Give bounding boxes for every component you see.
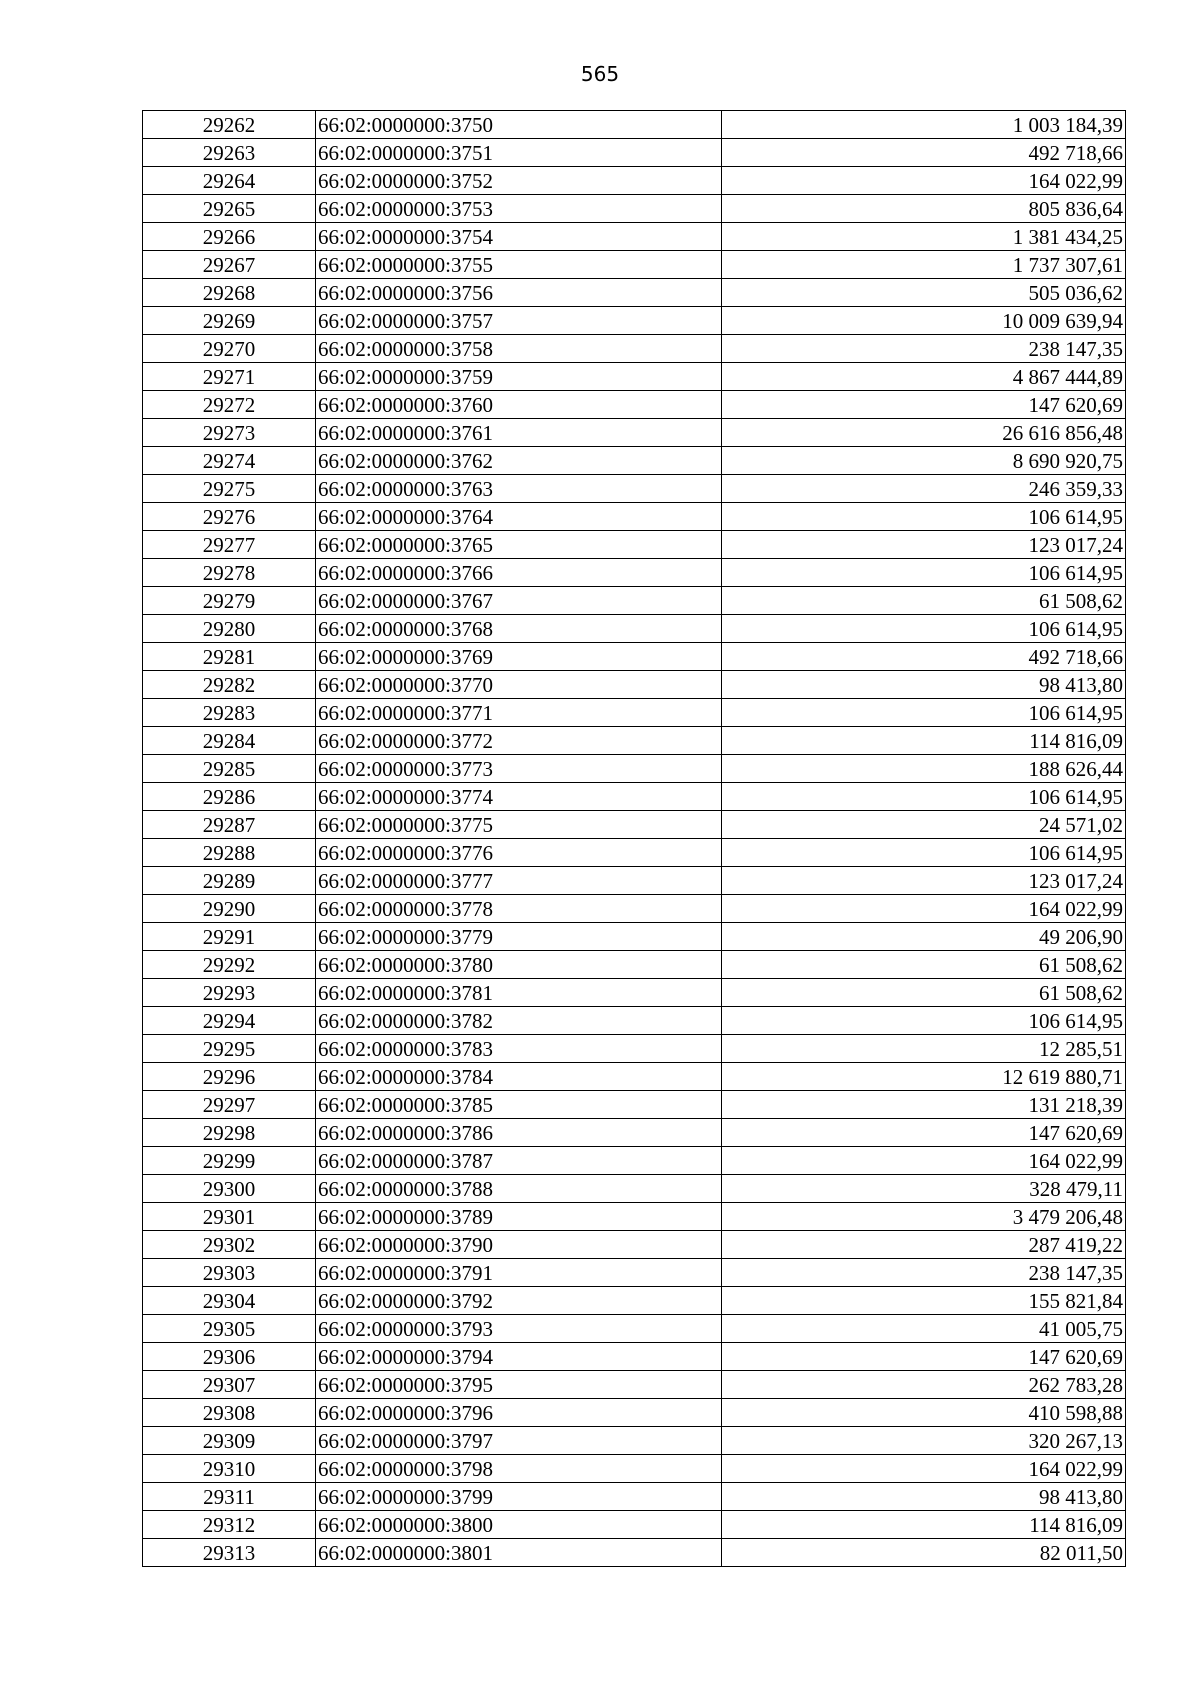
- cadastral-number-cell: 66:02:0000000:3761: [316, 419, 722, 447]
- cadastral-number-cell: 66:02:0000000:3793: [316, 1315, 722, 1343]
- cadastral-number-cell: 66:02:0000000:3779: [316, 923, 722, 951]
- table-row: [143, 867, 1126, 895]
- cadastral-value-cell: 12 285,51: [722, 1035, 1126, 1063]
- cadastral-value-cell: 164 022,99: [722, 1147, 1126, 1175]
- row-number-cell: 29294: [143, 1007, 316, 1035]
- cadastral-number-cell: 66:02:0000000:3750: [316, 111, 722, 139]
- table-row: [143, 1455, 1126, 1483]
- cadastral-value-cell: 106 614,95: [722, 783, 1126, 811]
- cadastral-number-cell: 66:02:0000000:3770: [316, 671, 722, 699]
- cadastral-number-cell: 66:02:0000000:3763: [316, 475, 722, 503]
- row-number-cell: 29304: [143, 1287, 316, 1315]
- row-number-cell: 29271: [143, 363, 316, 391]
- cadastral-number-cell: 66:02:0000000:3769: [316, 643, 722, 671]
- cadastral-value-cell: 3 479 206,48: [722, 1203, 1126, 1231]
- table-row: [143, 587, 1126, 615]
- row-number-cell: 29282: [143, 671, 316, 699]
- cadastral-value-cell: 114 816,09: [722, 727, 1126, 755]
- cadastral-number-cell: 66:02:0000000:3785: [316, 1091, 722, 1119]
- cadastral-number-cell: 66:02:0000000:3784: [316, 1063, 722, 1091]
- table-row: [143, 1315, 1126, 1343]
- cadastral-number-cell: 66:02:0000000:3775: [316, 811, 722, 839]
- table-row: [143, 1371, 1126, 1399]
- cadastral-value-cell: 61 508,62: [722, 587, 1126, 615]
- row-number-cell: 29292: [143, 951, 316, 979]
- cadastral-number-cell: 66:02:0000000:3799: [316, 1483, 722, 1511]
- table-row: [143, 1119, 1126, 1147]
- row-number-cell: 29299: [143, 1147, 316, 1175]
- cadastral-value-cell: 805 836,64: [722, 195, 1126, 223]
- table-row: [143, 139, 1126, 167]
- table-row: [143, 251, 1126, 279]
- row-number-cell: 29295: [143, 1035, 316, 1063]
- cadastral-number-cell: 66:02:0000000:3787: [316, 1147, 722, 1175]
- table-body: [143, 111, 1126, 1567]
- cadastral-value-cell: 12 619 880,71: [722, 1063, 1126, 1091]
- table-row: [143, 1231, 1126, 1259]
- cadastral-number-cell: 66:02:0000000:3783: [316, 1035, 722, 1063]
- cadastral-number-cell: 66:02:0000000:3801: [316, 1539, 722, 1567]
- cadastral-number-cell: 66:02:0000000:3752: [316, 167, 722, 195]
- cadastral-value-cell: 1 737 307,61: [722, 251, 1126, 279]
- row-number-cell: 29300: [143, 1175, 316, 1203]
- cadastral-value-cell: 147 620,69: [722, 1343, 1126, 1371]
- cadastral-number-cell: 66:02:0000000:3768: [316, 615, 722, 643]
- table-row: [143, 699, 1126, 727]
- cadastral-number-cell: 66:02:0000000:3776: [316, 839, 722, 867]
- cadastral-number-cell: 66:02:0000000:3765: [316, 531, 722, 559]
- cadastral-number-cell: 66:02:0000000:3757: [316, 307, 722, 335]
- table-row: [143, 1259, 1126, 1287]
- cadastral-value-cell: 10 009 639,94: [722, 307, 1126, 335]
- row-number-cell: 29310: [143, 1455, 316, 1483]
- row-number-cell: 29306: [143, 1343, 316, 1371]
- row-number-cell: 29291: [143, 923, 316, 951]
- row-number-cell: 29305: [143, 1315, 316, 1343]
- table-row: [143, 1483, 1126, 1511]
- table-row: [143, 503, 1126, 531]
- row-number-cell: 29262: [143, 111, 316, 139]
- cadastral-value-cell: 1 003 184,39: [722, 111, 1126, 139]
- row-number-cell: 29266: [143, 223, 316, 251]
- row-number-cell: 29301: [143, 1203, 316, 1231]
- table-row: [143, 559, 1126, 587]
- cadastral-value-table: [142, 110, 1126, 1567]
- cadastral-value-cell: 246 359,33: [722, 475, 1126, 503]
- row-number-cell: 29297: [143, 1091, 316, 1119]
- table-container: [142, 110, 1125, 1567]
- cadastral-number-cell: 66:02:0000000:3791: [316, 1259, 722, 1287]
- table-row: [143, 307, 1126, 335]
- cadastral-value-cell: 164 022,99: [722, 1455, 1126, 1483]
- cadastral-value-cell: 287 419,22: [722, 1231, 1126, 1259]
- cadastral-value-cell: 164 022,99: [722, 167, 1126, 195]
- cadastral-value-cell: 131 218,39: [722, 1091, 1126, 1119]
- cadastral-value-cell: 155 821,84: [722, 1287, 1126, 1315]
- row-number-cell: 29273: [143, 419, 316, 447]
- table-row: [143, 1147, 1126, 1175]
- cadastral-number-cell: 66:02:0000000:3773: [316, 755, 722, 783]
- table-row: [143, 447, 1126, 475]
- table-row: [143, 615, 1126, 643]
- cadastral-value-cell: 106 614,95: [722, 559, 1126, 587]
- row-number-cell: 29264: [143, 167, 316, 195]
- table-row: [143, 727, 1126, 755]
- table-row: [143, 1343, 1126, 1371]
- cadastral-number-cell: 66:02:0000000:3777: [316, 867, 722, 895]
- table-row: [143, 1427, 1126, 1455]
- table-row: [143, 1287, 1126, 1315]
- table-row: [143, 167, 1126, 195]
- cadastral-value-cell: 262 783,28: [722, 1371, 1126, 1399]
- cadastral-value-cell: 61 508,62: [722, 979, 1126, 1007]
- row-number-cell: 29312: [143, 1511, 316, 1539]
- cadastral-value-cell: 24 571,02: [722, 811, 1126, 839]
- row-number-cell: 29269: [143, 307, 316, 335]
- cadastral-value-cell: 123 017,24: [722, 531, 1126, 559]
- row-number-cell: 29272: [143, 391, 316, 419]
- table-row: [143, 895, 1126, 923]
- table-row: [143, 363, 1126, 391]
- table-row: [143, 1511, 1126, 1539]
- cadastral-value-cell: 123 017,24: [722, 867, 1126, 895]
- cadastral-value-cell: 106 614,95: [722, 615, 1126, 643]
- cadastral-value-cell: 492 718,66: [722, 139, 1126, 167]
- cadastral-value-cell: 147 620,69: [722, 391, 1126, 419]
- cadastral-value-cell: 188 626,44: [722, 755, 1126, 783]
- cadastral-value-cell: 8 690 920,75: [722, 447, 1126, 475]
- row-number-cell: 29268: [143, 279, 316, 307]
- cadastral-value-cell: 238 147,35: [722, 335, 1126, 363]
- table-row: [143, 1035, 1126, 1063]
- cadastral-number-cell: 66:02:0000000:3751: [316, 139, 722, 167]
- cadastral-number-cell: 66:02:0000000:3755: [316, 251, 722, 279]
- row-number-cell: 29276: [143, 503, 316, 531]
- row-number-cell: 29311: [143, 1483, 316, 1511]
- page-number: 565: [580, 62, 620, 86]
- row-number-cell: 29274: [143, 447, 316, 475]
- cadastral-number-cell: 66:02:0000000:3780: [316, 951, 722, 979]
- row-number-cell: 29296: [143, 1063, 316, 1091]
- table-row: [143, 783, 1126, 811]
- cadastral-number-cell: 66:02:0000000:3800: [316, 1511, 722, 1539]
- table-row: [143, 1091, 1126, 1119]
- cadastral-number-cell: 66:02:0000000:3759: [316, 363, 722, 391]
- row-number-cell: 29284: [143, 727, 316, 755]
- table-row: [143, 531, 1126, 559]
- row-number-cell: 29307: [143, 1371, 316, 1399]
- row-number-cell: 29308: [143, 1399, 316, 1427]
- cadastral-number-cell: 66:02:0000000:3788: [316, 1175, 722, 1203]
- row-number-cell: 29267: [143, 251, 316, 279]
- row-number-cell: 29293: [143, 979, 316, 1007]
- table-row: [143, 979, 1126, 1007]
- table-row: [143, 223, 1126, 251]
- table-row: [143, 1063, 1126, 1091]
- row-number-cell: 29298: [143, 1119, 316, 1147]
- row-number-cell: 29287: [143, 811, 316, 839]
- cadastral-value-cell: 98 413,80: [722, 1483, 1126, 1511]
- cadastral-value-cell: 4 867 444,89: [722, 363, 1126, 391]
- cadastral-number-cell: 66:02:0000000:3764: [316, 503, 722, 531]
- row-number-cell: 29278: [143, 559, 316, 587]
- table-row: [143, 811, 1126, 839]
- row-number-cell: 29263: [143, 139, 316, 167]
- cadastral-value-cell: 238 147,35: [722, 1259, 1126, 1287]
- table-row: [143, 1203, 1126, 1231]
- row-number-cell: 29309: [143, 1427, 316, 1455]
- table-row: [143, 755, 1126, 783]
- cadastral-value-cell: 320 267,13: [722, 1427, 1126, 1455]
- cadastral-number-cell: 66:02:0000000:3781: [316, 979, 722, 1007]
- cadastral-number-cell: 66:02:0000000:3792: [316, 1287, 722, 1315]
- cadastral-number-cell: 66:02:0000000:3754: [316, 223, 722, 251]
- cadastral-value-cell: 106 614,95: [722, 503, 1126, 531]
- table-row: [143, 419, 1126, 447]
- cadastral-number-cell: 66:02:0000000:3760: [316, 391, 722, 419]
- cadastral-number-cell: 66:02:0000000:3786: [316, 1119, 722, 1147]
- table-row: [143, 1539, 1126, 1567]
- cadastral-value-cell: 114 816,09: [722, 1511, 1126, 1539]
- table-row: [143, 951, 1126, 979]
- cadastral-number-cell: 66:02:0000000:3795: [316, 1371, 722, 1399]
- table-row: [143, 335, 1126, 363]
- row-number-cell: 29275: [143, 475, 316, 503]
- cadastral-number-cell: 66:02:0000000:3782: [316, 1007, 722, 1035]
- row-number-cell: 29289: [143, 867, 316, 895]
- row-number-cell: 29265: [143, 195, 316, 223]
- table-row: [143, 111, 1126, 139]
- cadastral-number-cell: 66:02:0000000:3756: [316, 279, 722, 307]
- cadastral-value-cell: 410 598,88: [722, 1399, 1126, 1427]
- row-number-cell: 29303: [143, 1259, 316, 1287]
- table-row: [143, 195, 1126, 223]
- table-row: [143, 1007, 1126, 1035]
- cadastral-value-cell: 106 614,95: [722, 1007, 1126, 1035]
- table-row: [143, 1175, 1126, 1203]
- cadastral-number-cell: 66:02:0000000:3772: [316, 727, 722, 755]
- row-number-cell: 29288: [143, 839, 316, 867]
- table-row: [143, 671, 1126, 699]
- row-number-cell: 29290: [143, 895, 316, 923]
- row-number-cell: 29285: [143, 755, 316, 783]
- table-row: [143, 643, 1126, 671]
- table-row: [143, 475, 1126, 503]
- row-number-cell: 29283: [143, 699, 316, 727]
- cadastral-number-cell: 66:02:0000000:3794: [316, 1343, 722, 1371]
- table-row: [143, 279, 1126, 307]
- cadastral-number-cell: 66:02:0000000:3790: [316, 1231, 722, 1259]
- cadastral-value-cell: 106 614,95: [722, 699, 1126, 727]
- table-row: [143, 923, 1126, 951]
- cadastral-number-cell: 66:02:0000000:3774: [316, 783, 722, 811]
- cadastral-number-cell: 66:02:0000000:3797: [316, 1427, 722, 1455]
- cadastral-value-cell: 61 508,62: [722, 951, 1126, 979]
- cadastral-number-cell: 66:02:0000000:3758: [316, 335, 722, 363]
- row-number-cell: 29302: [143, 1231, 316, 1259]
- cadastral-number-cell: 66:02:0000000:3762: [316, 447, 722, 475]
- cadastral-value-cell: 492 718,66: [722, 643, 1126, 671]
- cadastral-number-cell: 66:02:0000000:3796: [316, 1399, 722, 1427]
- table-row: [143, 1399, 1126, 1427]
- row-number-cell: 29313: [143, 1539, 316, 1567]
- table-row: [143, 839, 1126, 867]
- cadastral-value-cell: 328 479,11: [722, 1175, 1126, 1203]
- row-number-cell: 29286: [143, 783, 316, 811]
- cadastral-number-cell: 66:02:0000000:3778: [316, 895, 722, 923]
- cadastral-value-cell: 82 011,50: [722, 1539, 1126, 1567]
- row-number-cell: 29277: [143, 531, 316, 559]
- cadastral-value-cell: 505 036,62: [722, 279, 1126, 307]
- cadastral-value-cell: 164 022,99: [722, 895, 1126, 923]
- cadastral-number-cell: 66:02:0000000:3771: [316, 699, 722, 727]
- cadastral-number-cell: 66:02:0000000:3789: [316, 1203, 722, 1231]
- row-number-cell: 29270: [143, 335, 316, 363]
- cadastral-value-cell: 49 206,90: [722, 923, 1126, 951]
- cadastral-value-cell: 1 381 434,25: [722, 223, 1126, 251]
- cadastral-value-cell: 41 005,75: [722, 1315, 1126, 1343]
- row-number-cell: 29281: [143, 643, 316, 671]
- table-row: [143, 391, 1126, 419]
- cadastral-value-cell: 106 614,95: [722, 839, 1126, 867]
- cadastral-number-cell: 66:02:0000000:3753: [316, 195, 722, 223]
- cadastral-number-cell: 66:02:0000000:3798: [316, 1455, 722, 1483]
- cadastral-value-cell: 147 620,69: [722, 1119, 1126, 1147]
- cadastral-number-cell: 66:02:0000000:3767: [316, 587, 722, 615]
- row-number-cell: 29279: [143, 587, 316, 615]
- row-number-cell: 29280: [143, 615, 316, 643]
- cadastral-value-cell: 26 616 856,48: [722, 419, 1126, 447]
- cadastral-value-cell: 98 413,80: [722, 671, 1126, 699]
- cadastral-number-cell: 66:02:0000000:3766: [316, 559, 722, 587]
